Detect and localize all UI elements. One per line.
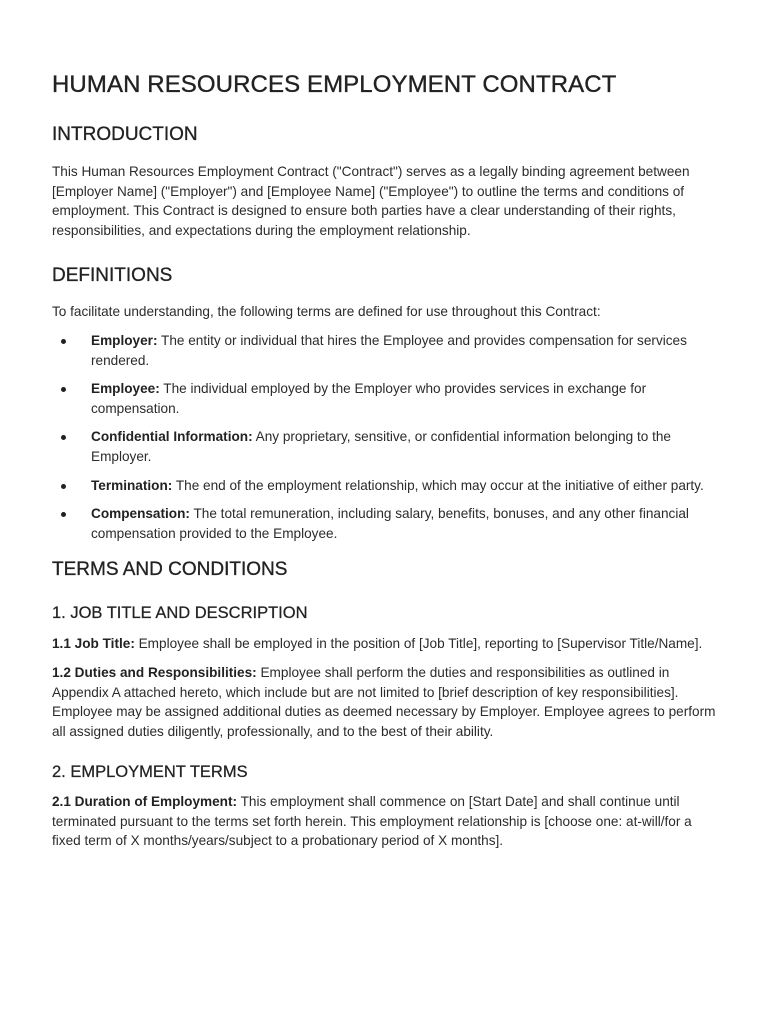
bullet-icon (61, 387, 66, 392)
clause-label: 1.2 Duties and Responsibilities: (52, 664, 257, 680)
definitions-intro-paragraph: To facilitate understanding, the following terms are defined for use throughout this Contract: (52, 304, 601, 320)
definition-item-employer (52, 331, 718, 370)
clause-1-2 (52, 663, 718, 741)
definition-term: Compensation: (91, 506, 190, 522)
definitions-heading: DEFINITIONS (52, 265, 173, 287)
definition-item-confidential-information (52, 427, 718, 466)
definition-description: The individual employed by the Employer who provides services in exchange for compensation. (91, 381, 647, 416)
bullet-icon (61, 484, 66, 489)
definition-item-compensation (52, 504, 718, 543)
definition-text (91, 476, 718, 496)
bullet-icon (61, 435, 66, 440)
definition-description: The total remuneration, including salary, benefits, bonuses, and any other financial compensation provided to the Employee. (91, 506, 689, 541)
definition-description: Any proprietary, sensitive, or confidential information belonging to the Employer. (91, 429, 671, 464)
definition-item-termination (52, 476, 718, 496)
definition-term: Employer: (91, 332, 158, 348)
clause-text: This employment shall commence on [Start Date] and shall continue until terminated pursuant to the terms set forth herein. This employment relationship is [choose one: at-will/for a fixed term of X months/years/subject to a probationary period of X months]. (52, 794, 692, 849)
bullet-icon (61, 339, 66, 344)
clause-2-1 (52, 792, 718, 851)
clause-label: 2.1 Duration of Employment: (52, 794, 238, 810)
definitions-list (52, 331, 718, 543)
section-heading-employment-terms: 2. EMPLOYMENT TERMS (52, 763, 248, 782)
definition-description: The end of the employment relationship, which may occur at the initiative of either party. (172, 477, 704, 493)
definition-term: Termination: (91, 477, 173, 493)
clause-1-1 (52, 634, 718, 654)
definition-text (91, 331, 718, 370)
document-title: HUMAN RESOURCES EMPLOYMENT CONTRACT (52, 71, 617, 98)
definition-term: Confidential Information: (91, 429, 253, 445)
definition-description: The entity or individual that hires the Employee and provides compensation for services rendered. (91, 332, 687, 368)
bullet-icon (61, 512, 66, 517)
terms-and-conditions-heading: TERMS AND CONDITIONS (52, 559, 288, 581)
clause-text: Employee shall perform the duties and responsibilities as outlined in Appendix A attached hereto, which include but are not limited to [brief description of key responsibilities]. Employee may be assigned additional duties as deemed necessary by Employer. Employee agrees to perform all assigned duties diligently, professionally, and to the best of their ability. (52, 664, 716, 739)
definition-term: Employee: (91, 381, 160, 397)
introduction-paragraph: This Human Resources Employment Contract ("Contract") serves as a legally binding agreement between [Employer Name] ("Employer") and [Employee Name] ("Employee") to outline the terms and conditions of employment. This Contract is designed to ensure both parties have a clear understanding of their rights, responsibilities, and expectations during the employment relationship. (52, 164, 690, 238)
clause-label: 1.1 Job Title: (52, 636, 135, 652)
clause-text: Employee shall be employed in the position of [Job Title], reporting to [Supervisor Title/Name]. (134, 636, 703, 652)
definition-text (91, 427, 718, 466)
definition-text (91, 379, 718, 418)
definition-text (91, 504, 718, 543)
definition-item-employee (52, 379, 718, 418)
section-heading-job-title: 1. JOB TITLE AND DESCRIPTION (52, 604, 308, 623)
introduction-heading: INTRODUCTION (52, 124, 198, 145)
